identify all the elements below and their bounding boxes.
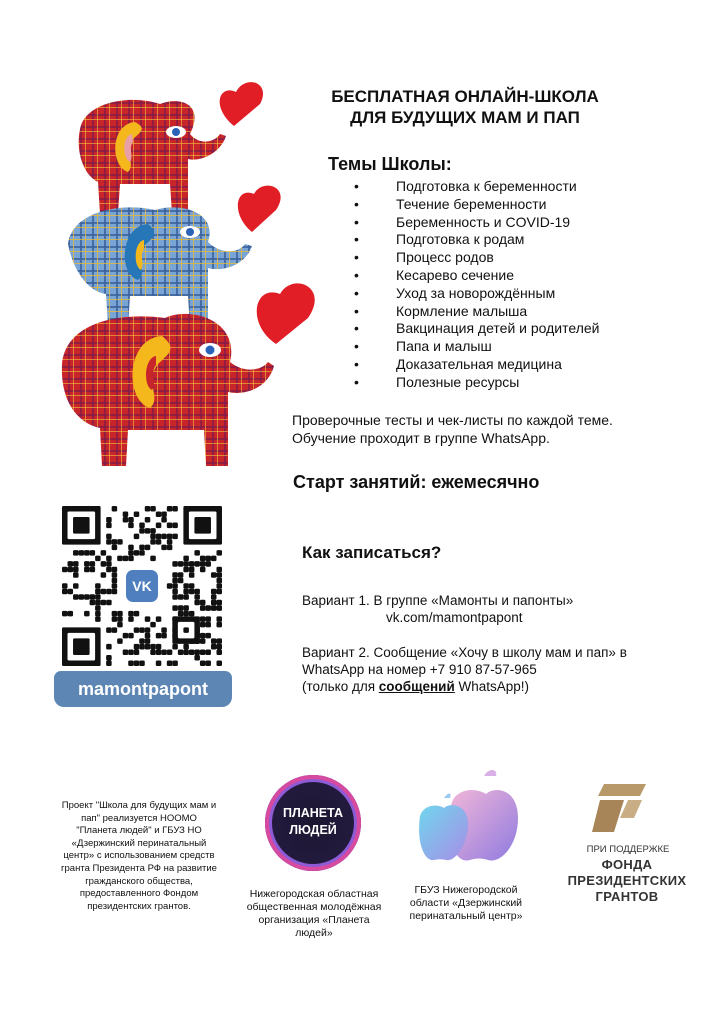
topics-list <box>340 178 599 392</box>
variant-2 <box>302 644 692 695</box>
emphasis-messages: сообщений <box>378 679 455 694</box>
grants-support-label: ПРИ ПОДДЕРЖКЕ <box>586 844 670 855</box>
list-item: • Доказательная медицина <box>340 356 599 374</box>
grants-fund-name: ФОНДА ПРЕЗИДЕНТСКИХ ГРАНТОВ <box>567 857 687 904</box>
list-item: • Полезные ресурсы <box>340 374 599 392</box>
start-text: Старт занятий: ежемесячно <box>293 472 540 492</box>
title-line-1: БЕСПЛАТНАЯ ОНЛАЙН-ШКОЛА <box>331 87 599 106</box>
vk-group-badge[interactable]: mamontpapont <box>54 671 232 707</box>
topics-heading: Темы Школы: <box>328 154 452 174</box>
planet-logo-text: ПЛАНЕТА ЛЮДЕЙ <box>282 806 344 837</box>
bottom-elephant <box>62 314 274 466</box>
perinatal-center-caption: ГБУЗ Нижегородской области «Дзержинский перинатальный центр» <box>409 884 523 922</box>
list-item: • Кормление малыша <box>340 303 599 321</box>
planet-caption: Нижегородская областная общественная молодёжная организация «Планета людей» <box>246 888 382 939</box>
top-elephant <box>79 100 226 214</box>
vk-link[interactable]: vk.com/mamontpapont <box>386 610 523 625</box>
list-item: • Папа и малыш <box>340 338 599 356</box>
list-item: • Подготовка к родам <box>340 231 599 249</box>
variant-1 <box>302 592 573 626</box>
signup-heading: Как записаться? <box>302 543 442 562</box>
info-line-1: Проверочные тесты и чек-листы по каждой теме. <box>292 412 613 428</box>
list-item: • Течение беременности <box>340 196 599 214</box>
variant-2-line-3: (только для сообщений WhatsApp!) <box>302 679 530 694</box>
title-line-2: ДЛЯ БУДУЩИХ МАМ И ПАП <box>350 108 580 127</box>
grants-fund-logo <box>590 780 650 836</box>
variant-2-line-2: WhatsApp на номер +7 910 87-57-965 <box>302 662 537 677</box>
variant-1-text: Вариант 1. В группе «Мамонты и папонты» <box>302 593 574 608</box>
apple-logo <box>414 768 524 868</box>
list-item: • Подготовка к беременности <box>340 178 599 196</box>
list-item: • Вакцинация детей и родителей <box>340 320 599 338</box>
list-item: • Беременность и COVID-19 <box>340 214 599 232</box>
heart-bottom <box>257 283 315 344</box>
page-title <box>290 86 640 128</box>
middle-elephant <box>68 207 252 326</box>
qr-code[interactable] <box>62 506 222 666</box>
list-item: • Кесарево сечение <box>340 267 599 285</box>
project-description: Проект "Школа для будущих мам и пап" реализуется НООМО "Планета людей" и ГБУЗ НО «Дзержинский перинатальный центр» с использованием средств гранта Президента РФ на развитие гражданского общества, предоставленного Фондом президентских грантов. <box>61 800 217 912</box>
info-note <box>292 411 613 447</box>
list-item: • Уход за новорождённым <box>340 285 599 303</box>
heart-middle <box>238 186 281 232</box>
heart-top <box>220 82 263 126</box>
list-item: • Процесс родов <box>340 249 599 267</box>
variant-2-line-1: Вариант 2. Сообщение «Хочу в школу мам и пап» в <box>302 645 627 660</box>
info-line-2: Обучение проходит в группе WhatsApp. <box>292 430 550 446</box>
elephants-illustration <box>40 74 330 484</box>
vk-icon: VK <box>122 566 162 606</box>
